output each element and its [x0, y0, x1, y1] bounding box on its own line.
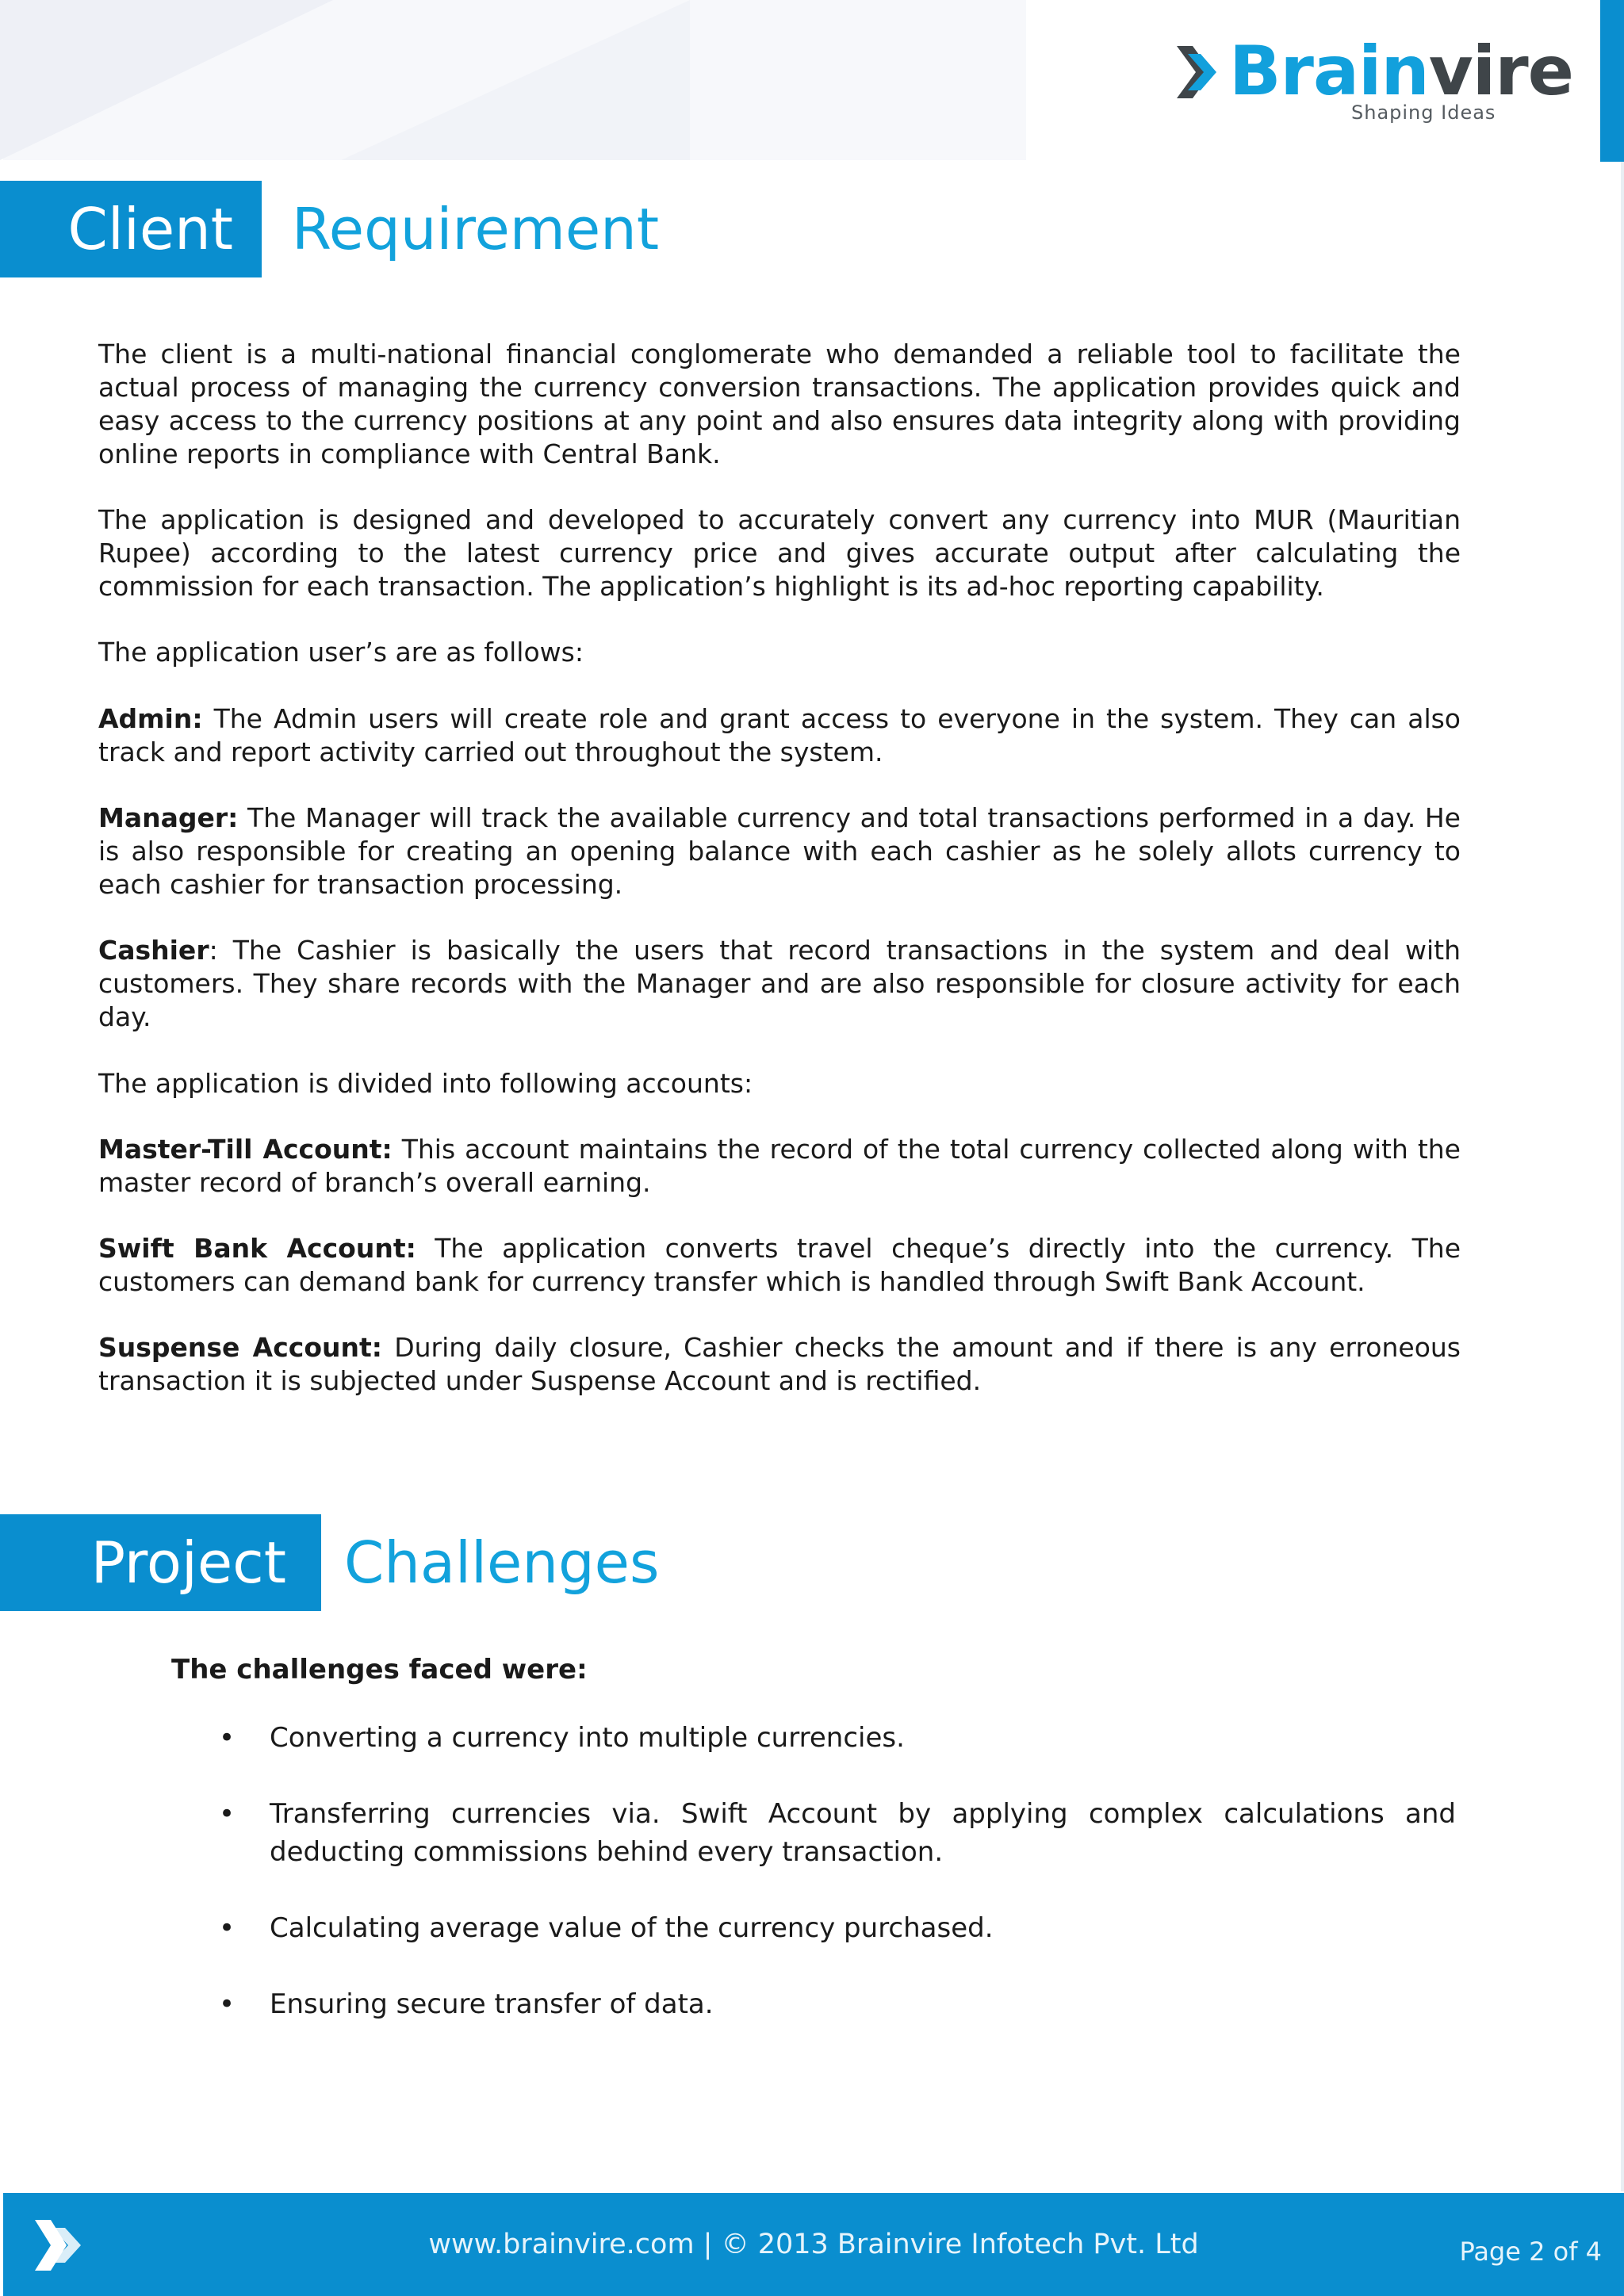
- account-label: Swift Bank Account:: [98, 1233, 416, 1264]
- list-item: Transferring currencies via. Swift Account by applying complex calculations and deducting commissions behind every transaction.: [270, 1798, 1456, 1868]
- paragraph: The application user’s are as follows:: [98, 637, 584, 668]
- account-text: The application converts travel cheque’s directly into the currency. The customers can demand bank for currency transfer which is handled through Swift Bank Account.: [98, 1233, 1461, 1297]
- header-decoration: [0, 0, 333, 160]
- logo-wordmark-part2: vire: [1428, 32, 1573, 111]
- user-text: The Admin users will create role and grant access to everyone in the system. They can also track and report activity carried out throughout the system.: [98, 703, 1461, 767]
- logo-wordmark-part1: Brain: [1229, 32, 1429, 111]
- section-heading-client-requirement: [0, 181, 714, 277]
- account-description-swift-bank: [98, 1232, 1461, 1299]
- user-label: Manager:: [98, 802, 239, 833]
- paragraph: The application is designed and developed to accurately convert any currency into MUR (Mauritian Rupee) according to the latest currency price and gives accurate output after calculating the commission for each transaction. The application’s highlight is its ad-hoc reporting capability.: [98, 504, 1461, 602]
- user-description-manager: [98, 802, 1461, 901]
- account-label: Suspense Account:: [98, 1332, 382, 1363]
- bullet-icon: •: [219, 1912, 236, 1944]
- user-label: Cashier: [98, 935, 209, 966]
- paragraph: The client is a multi-national financial conglomerate who demanded a reliable tool to facilitate the actual process of managing the currency conversion transactions. The application provides quick and easy access to the currency positions at any point and also ensures data integrity along with providing online reports in compliance with Central Bank.: [98, 339, 1461, 469]
- challenges-subheading: The challenges faced were:: [171, 1654, 588, 1686]
- paragraph: The application is divided into following accounts:: [98, 1068, 753, 1099]
- page-number: Page 2 of 4: [1459, 2237, 1602, 2267]
- header-edge-bar: [1600, 0, 1624, 162]
- account-description-master-till: [98, 1133, 1461, 1200]
- page-footer: [3, 2193, 1624, 2296]
- account-description-suspense: [98, 1331, 1461, 1398]
- list-item: Converting a currency into multiple currencies.: [270, 1722, 905, 1754]
- list-item: Calculating average value of the currency purchased.: [270, 1912, 994, 1944]
- user-label: Admin:: [98, 703, 203, 734]
- list-item: Ensuring secure transfer of data.: [270, 1988, 714, 2020]
- account-text: This account maintains the record of the total currency collected along with the master record of branch’s overall earning.: [98, 1134, 1461, 1198]
- section-heading-rest: Requirement: [292, 196, 660, 262]
- bullet-icon: •: [219, 1798, 236, 1830]
- user-description-admin: [98, 702, 1461, 769]
- bullet-icon: •: [219, 1988, 236, 2020]
- logo-wordmark: [1229, 32, 1573, 111]
- account-text: During daily closure, Cashier checks the amount and if there is any erroneous transaction it is subjected under Suspense Account and is rectified.: [98, 1332, 1461, 1396]
- section-heading-project-challenges: [0, 1514, 714, 1611]
- section-heading-box: Client: [0, 181, 262, 277]
- account-label: Master-Till Account:: [98, 1134, 393, 1165]
- user-text: The Manager will track the available currency and total transactions performed in a day. He is also responsible for creating an opening balance with each cashier as he solely allots currency to each cashier for transaction processing.: [98, 802, 1461, 900]
- brainvire-chevron-icon: [1177, 46, 1218, 98]
- section-heading-box: Project: [0, 1514, 321, 1611]
- brainvire-logo: [1177, 32, 1573, 132]
- footer-copyright: www.brainvire.com | © 2013 Brainvire Infotech Pvt. Ltd: [428, 2229, 1199, 2260]
- page-edge-line: [1621, 162, 1624, 2191]
- header-decoration: [341, 0, 690, 160]
- bullet-icon: •: [219, 1722, 236, 1754]
- user-description-cashier: [98, 934, 1461, 1034]
- user-text: : The Cashier is basically the users that record transactions in the system and deal with customers. They share records with the Manager and are also responsible for closure activity for each day.: [98, 935, 1461, 1032]
- section-heading-rest: Challenges: [344, 1529, 660, 1596]
- logo-tagline: Shaping Ideas: [1351, 101, 1496, 124]
